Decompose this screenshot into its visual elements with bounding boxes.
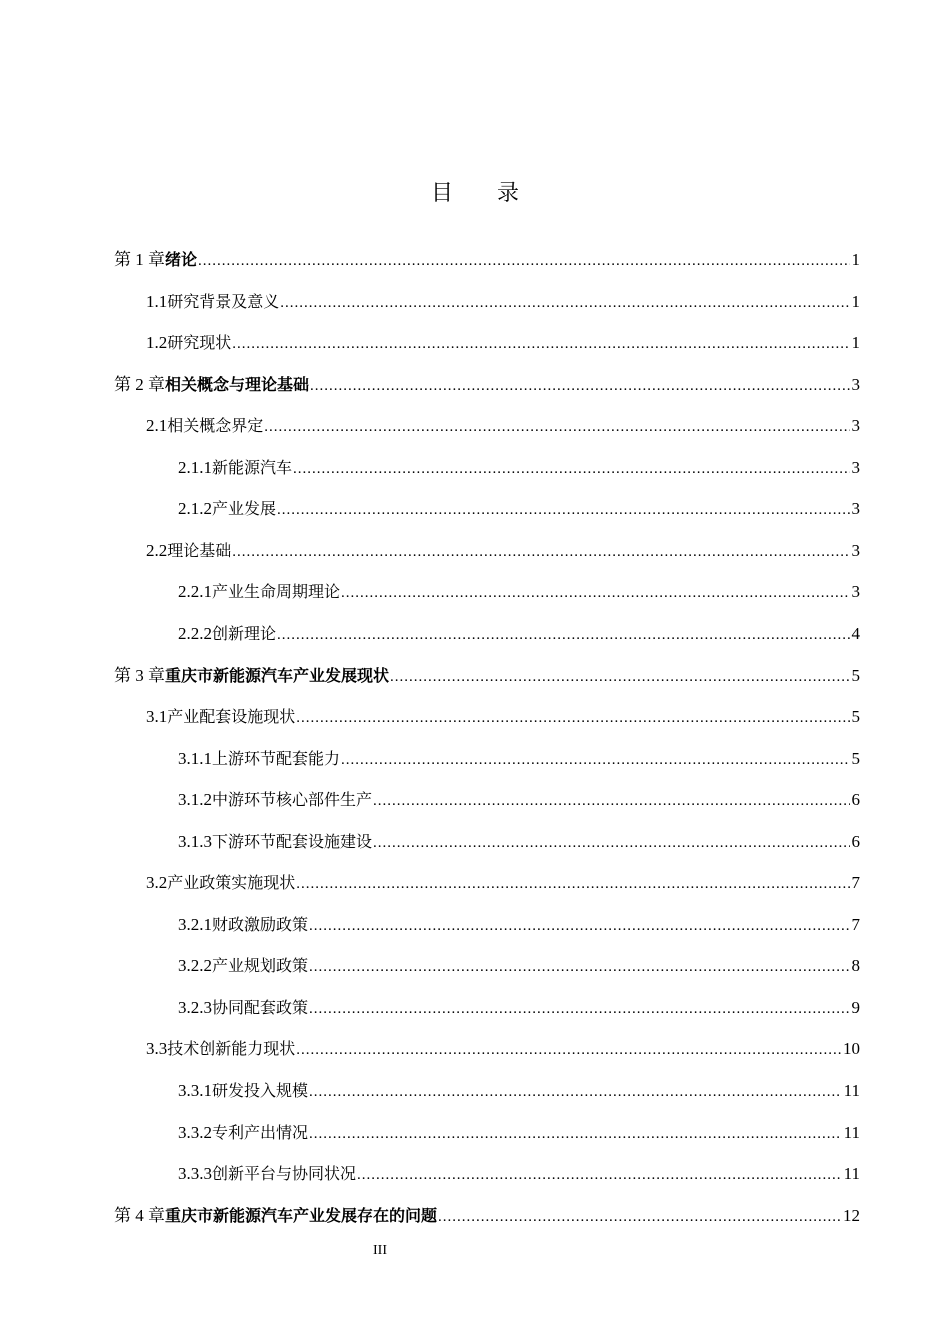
toc-entry-page: 7 xyxy=(851,914,860,934)
toc-dot-leader xyxy=(309,997,849,1017)
toc-entry-line xyxy=(114,373,860,397)
toc-entry-line xyxy=(146,1037,860,1061)
toc-entry-line xyxy=(178,580,860,604)
toc-dot-leader xyxy=(232,332,849,352)
toc-entry[interactable] xyxy=(0,365,950,407)
toc-entry-page: 5 xyxy=(851,707,860,727)
toc-entry[interactable] xyxy=(0,905,950,947)
toc-entry-number: 2.1.1 xyxy=(178,457,212,477)
toc-entry[interactable] xyxy=(0,863,950,905)
toc-entry-title: 中游环节核心部件生产 xyxy=(212,790,373,810)
toc-dot-leader xyxy=(280,291,849,311)
toc-dot-leader xyxy=(309,914,849,934)
toc-entry-number: 3.3.1 xyxy=(178,1081,212,1100)
toc-entry-title: 绪论 xyxy=(165,250,198,269)
toc-dot-leader xyxy=(309,1080,842,1100)
toc-entry-title: 新能源汽车 xyxy=(212,457,293,477)
toc-entry-line xyxy=(178,1121,860,1145)
toc-entry-page: 11 xyxy=(843,1164,860,1184)
toc-entry-line xyxy=(114,664,860,688)
toc-entry-title: 财政激励政策 xyxy=(212,914,309,934)
toc-entry-number: 3.2.2 xyxy=(178,956,212,976)
toc-entry-title: 下游环节配套设施建设 xyxy=(212,831,373,851)
toc-entry-page: 8 xyxy=(851,956,860,976)
toc-heading-part1: 目 xyxy=(430,181,453,206)
toc-entry-page: 3 xyxy=(851,540,860,560)
toc-entry-title: 重庆市新能源汽车产业发展存在的问题 xyxy=(165,1205,438,1225)
toc-dot-leader xyxy=(296,706,849,726)
toc-dot-leader xyxy=(309,1122,842,1142)
toc-dot-leader xyxy=(296,872,849,892)
toc-entry-number: 3.1.3 xyxy=(178,831,212,851)
toc-entry-title: 产业生命周期理论 xyxy=(212,582,341,602)
toc-entry-number: 3.2.3 xyxy=(178,997,212,1017)
toc-entry-line xyxy=(146,539,860,563)
toc-dot-leader xyxy=(277,498,849,518)
toc-entry-number: 1.2 xyxy=(146,333,168,353)
toc-entry-number: 3.3.2 xyxy=(178,1122,212,1142)
toc-entry-line xyxy=(114,1204,860,1228)
toc-entry[interactable] xyxy=(0,1154,950,1196)
toc-entry-page: 3 xyxy=(851,582,860,602)
toc-entry-title: 上游环节配套能力 xyxy=(212,748,341,768)
toc-entry-line xyxy=(178,497,860,521)
toc-entry-number: 3.1 xyxy=(146,707,168,727)
toc-entry-number: 3.2.1 xyxy=(178,914,212,934)
toc-dot-leader xyxy=(390,665,849,685)
toc-dot-leader xyxy=(373,789,849,809)
toc-heading xyxy=(0,176,950,207)
toc-entry-title: 研究背景及意义 xyxy=(167,291,280,311)
toc-dot-leader xyxy=(296,1038,841,1058)
toc-entry-line xyxy=(114,248,860,272)
toc-entry-title: 产业规划政策 xyxy=(212,956,309,976)
toc-entry-title: 重庆市新能源汽车产业发展现状 xyxy=(165,665,390,685)
toc-entry-line xyxy=(146,414,860,438)
toc-dot-leader xyxy=(198,249,849,269)
toc-dot-leader xyxy=(438,1205,841,1225)
toc-dot-leader xyxy=(309,955,849,975)
toc-entry[interactable] xyxy=(0,531,950,573)
toc-entry-number: 3.1.2 xyxy=(178,790,212,810)
toc-entry-page: 5 xyxy=(851,665,860,685)
toc-dot-leader xyxy=(357,1163,842,1183)
toc-entry-page: 11 xyxy=(843,1122,860,1142)
toc-entry[interactable] xyxy=(0,822,950,864)
toc-entry-line xyxy=(178,622,860,646)
toc-heading-part2: 录 xyxy=(497,181,520,206)
toc-entry-page: 1 xyxy=(851,291,860,311)
toc-entry-title: 技术创新能力现状 xyxy=(167,1039,296,1059)
toc-entry-title: 研发投入规模 xyxy=(212,1081,309,1100)
toc-entry-page: 7 xyxy=(851,873,860,893)
toc-entry-title: 理论基础 xyxy=(167,540,232,560)
toc-entry-number: 2.1 xyxy=(146,416,168,436)
toc-entry-number: 第 2 章 xyxy=(114,374,165,394)
toc-entry-title: 产业发展 xyxy=(212,499,277,519)
toc-entry-line xyxy=(146,331,860,355)
toc-entry-line xyxy=(178,456,860,480)
toc-dot-leader xyxy=(341,581,849,601)
toc-entry-line xyxy=(178,1162,860,1186)
toc-entry[interactable] xyxy=(0,448,950,490)
toc-entry-page: 3 xyxy=(851,374,860,394)
toc-entry-number: 2.2.2 xyxy=(178,623,212,643)
toc-entry-page: 3 xyxy=(851,499,860,519)
toc-entry-page: 5 xyxy=(851,748,860,768)
toc-dot-leader xyxy=(264,415,849,435)
toc-entry-line xyxy=(178,996,860,1020)
toc-entry-number: 2.1.2 xyxy=(178,499,212,519)
toc-entry-page: 3 xyxy=(851,457,860,477)
toc-entry-number: 3.1.1 xyxy=(178,748,212,768)
toc-dot-leader xyxy=(277,623,849,643)
toc-entry-page: 9 xyxy=(851,997,860,1017)
toc-entry-line xyxy=(178,954,860,978)
toc-entry-title: 产业政策实施现状 xyxy=(167,873,296,893)
toc-entry-page: 11 xyxy=(843,1081,860,1100)
toc-entry[interactable] xyxy=(0,988,950,1030)
toc-entry-line xyxy=(178,1079,860,1103)
toc-entry[interactable] xyxy=(0,656,950,698)
toc-entry[interactable] xyxy=(0,614,950,656)
toc-entry-line xyxy=(146,290,860,314)
toc-entry-number: 3.3 xyxy=(146,1039,168,1059)
toc-entry-title: 相关概念与理论基础 xyxy=(165,374,310,394)
page-number-footer: III xyxy=(373,1243,387,1258)
toc-dot-leader xyxy=(373,831,849,851)
toc-entry-number: 2.2.1 xyxy=(178,582,212,602)
toc-entry-title: 产业配套设施现状 xyxy=(167,707,296,727)
toc-entry-line xyxy=(178,788,860,812)
toc-entry-page: 6 xyxy=(851,790,860,810)
toc-entry-title: 研究现状 xyxy=(167,333,232,353)
toc-entry-number: 第 1 章 xyxy=(114,250,165,269)
toc-entry-title: 创新平台与协同状况 xyxy=(212,1164,357,1184)
toc-entry[interactable] xyxy=(0,946,950,988)
toc-entry-line xyxy=(178,830,860,854)
toc-entry-number: 第 3 章 xyxy=(114,665,165,685)
toc-dot-leader xyxy=(310,374,849,394)
toc-entry-number: 3.3.3 xyxy=(178,1164,212,1184)
toc-dot-leader xyxy=(293,457,849,477)
toc-entry-title: 相关概念界定 xyxy=(167,416,264,436)
toc-entry-number: 第 4 章 xyxy=(114,1205,165,1225)
toc-entry-title: 创新理论 xyxy=(212,623,277,643)
toc-entry[interactable] xyxy=(0,697,950,739)
toc-entry-page: 4 xyxy=(851,623,860,643)
toc-entry-number: 1.1 xyxy=(146,291,168,311)
toc-entry[interactable] xyxy=(0,406,950,448)
toc-entry[interactable] xyxy=(0,1071,950,1113)
toc-entry-number: 2.2 xyxy=(146,540,168,560)
toc-entry[interactable] xyxy=(0,323,950,365)
toc-entry-line xyxy=(178,747,860,771)
toc-entry-line xyxy=(146,871,860,895)
toc-entry-page: 3 xyxy=(851,416,860,436)
toc-entry[interactable] xyxy=(0,780,950,822)
toc-entry-page: 1 xyxy=(851,333,860,353)
toc-entry[interactable] xyxy=(0,572,950,614)
toc-entry-page: 6 xyxy=(851,831,860,851)
toc-entry[interactable] xyxy=(0,282,950,324)
toc-entry[interactable] xyxy=(0,1029,950,1071)
toc-entry-title: 专利产出情况 xyxy=(212,1122,309,1142)
toc-entry[interactable] xyxy=(0,1113,950,1155)
toc-entry[interactable] xyxy=(0,489,950,531)
toc-dot-leader xyxy=(341,748,849,768)
toc-entry-page: 10 xyxy=(843,1039,860,1059)
toc-entry-page: 1 xyxy=(851,250,860,269)
toc-entry-page: 12 xyxy=(843,1205,860,1225)
toc-entry-title: 协同配套政策 xyxy=(212,997,309,1017)
toc-entry[interactable] xyxy=(0,240,950,282)
toc-entry[interactable] xyxy=(0,1196,950,1238)
toc-dot-leader xyxy=(232,540,849,560)
toc-entry-line xyxy=(146,705,860,729)
toc-entry-number: 3.2 xyxy=(146,873,168,893)
toc-entry-line xyxy=(178,913,860,937)
toc-entry[interactable] xyxy=(0,739,950,781)
